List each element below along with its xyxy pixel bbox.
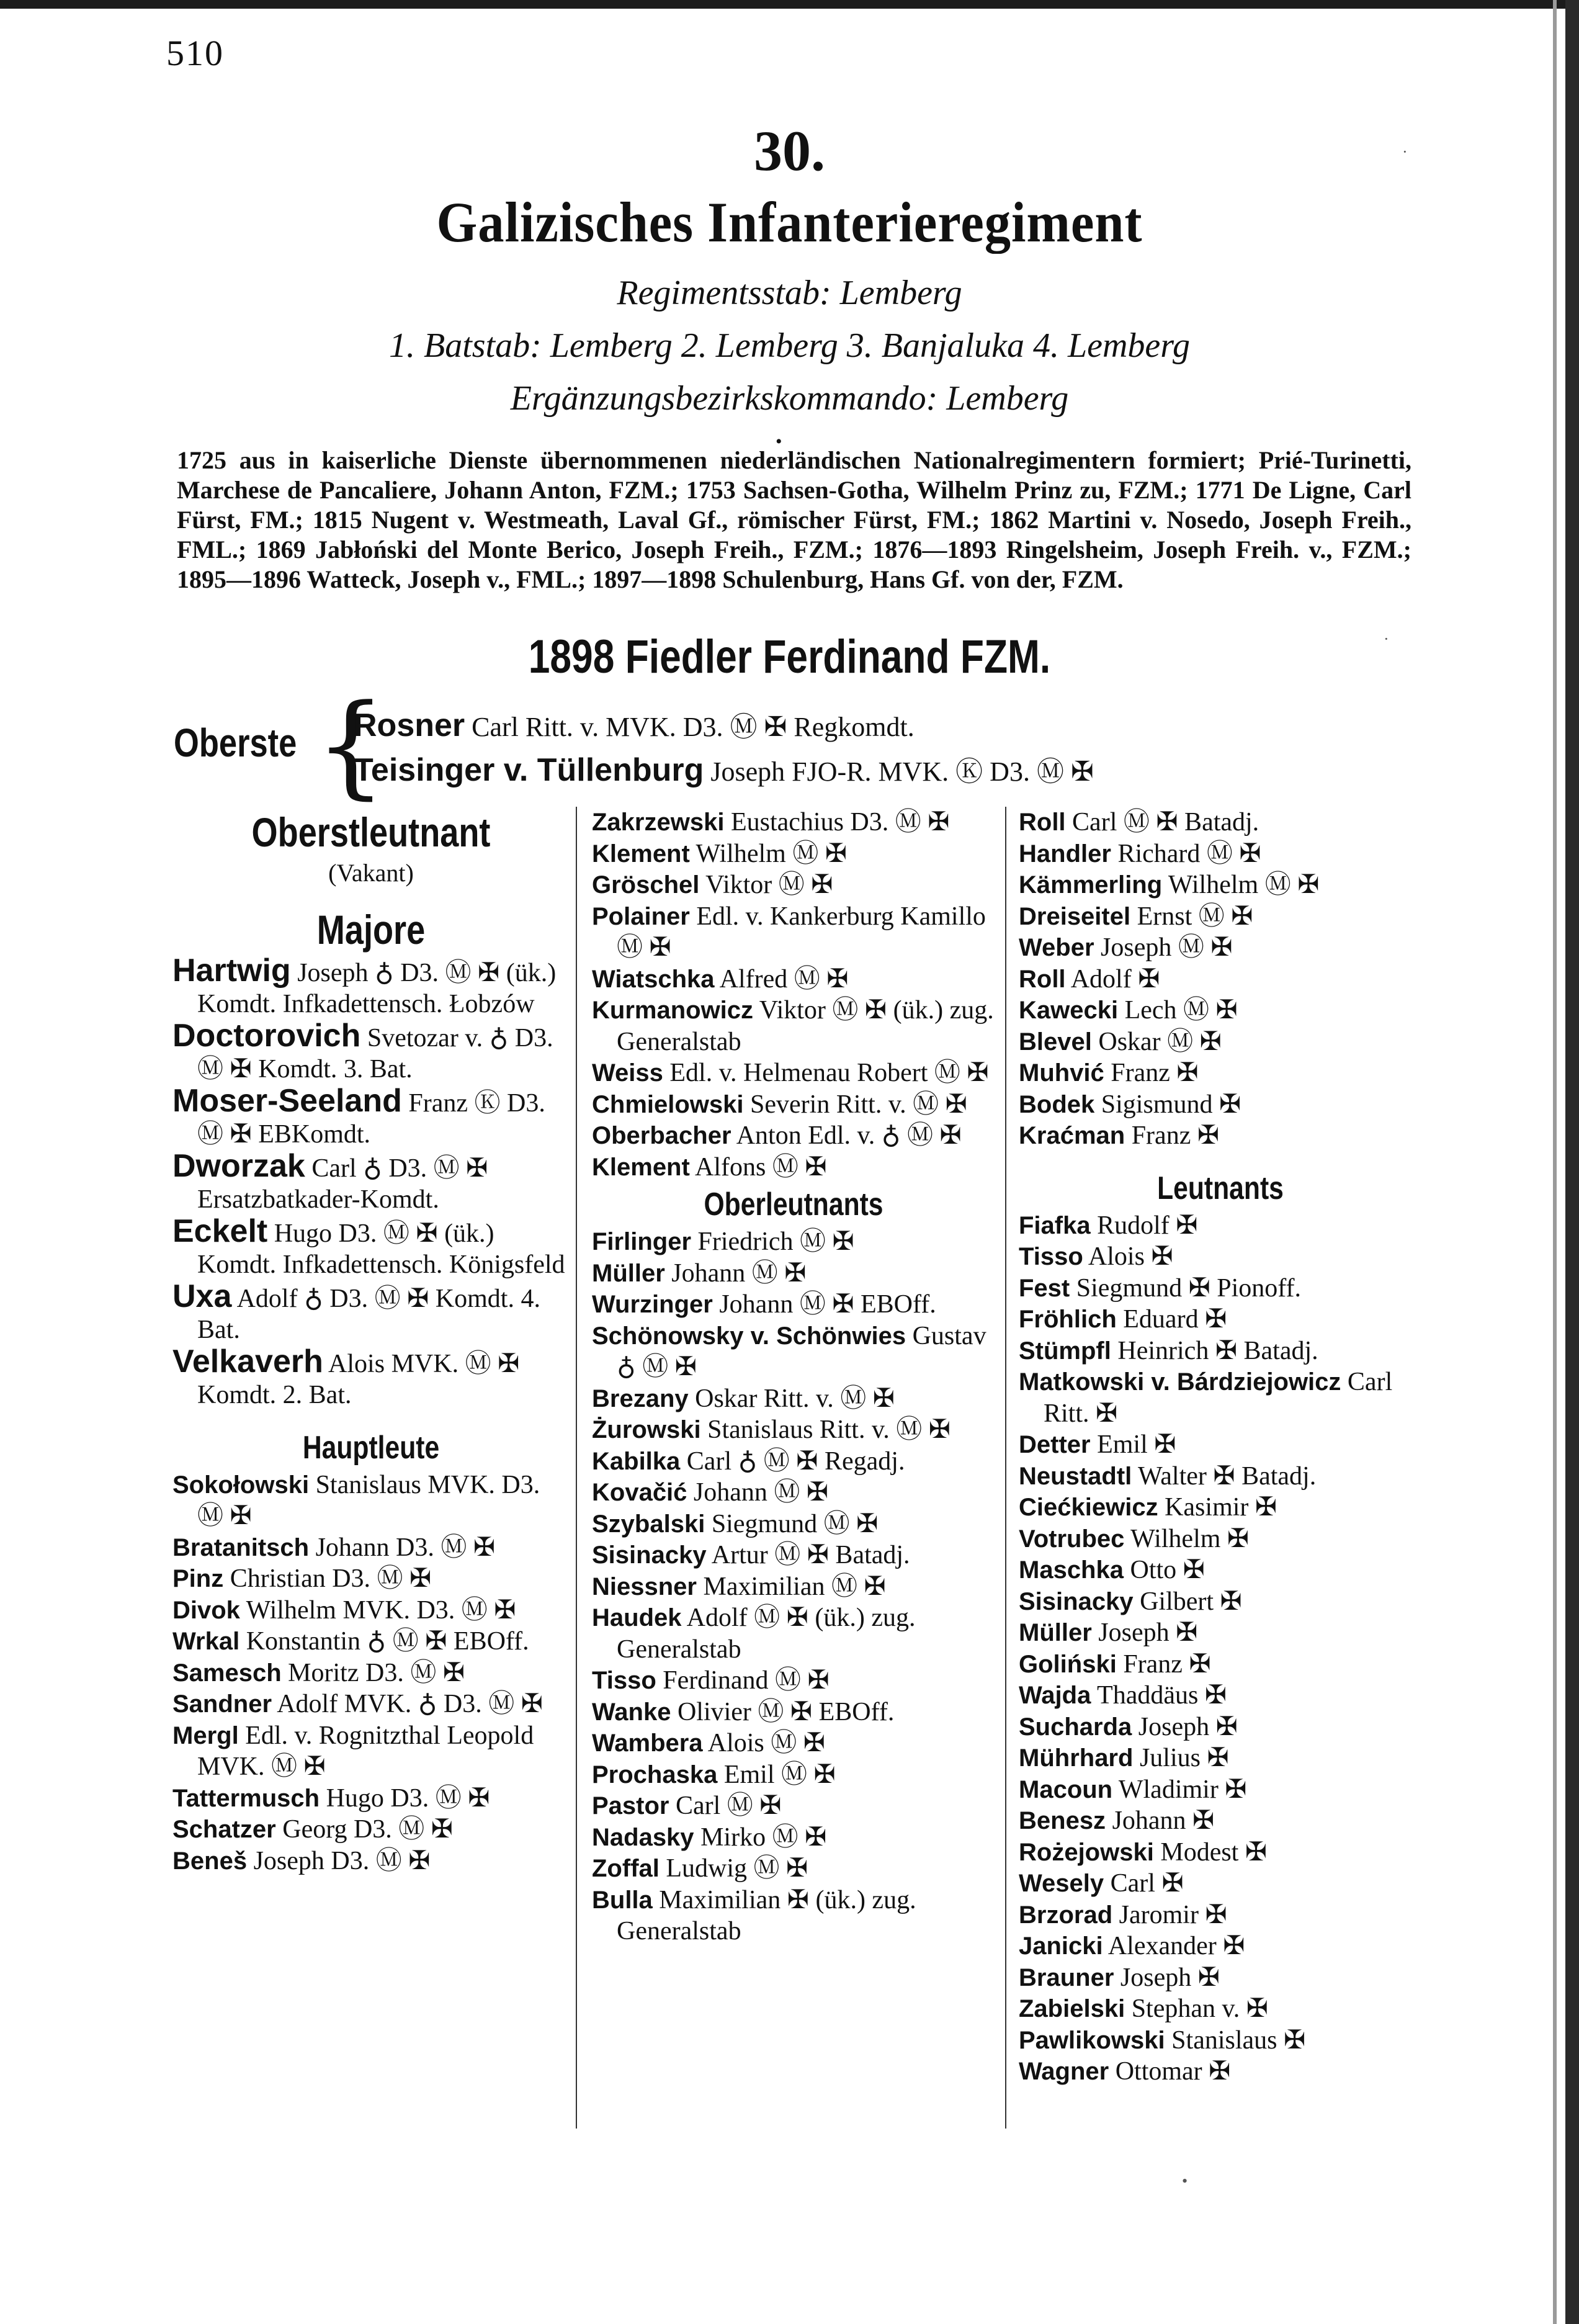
hauptmann-details: Edl. v. Helmenau Robert Ⓜ ✠ — [663, 1059, 989, 1087]
oberleutnant-details: Maximilian Ⓜ ✠ — [696, 1572, 886, 1601]
leutnant-entry — [1019, 1868, 1422, 1900]
leutnant-entry — [1019, 1304, 1422, 1335]
hauptmann-surname: Divok — [172, 1596, 240, 1624]
hauptleute-heading: Hauptleute — [302, 1429, 440, 1466]
regiment-history: 1725 aus in kaiserliche Dienste übernommenen niederländischen Nationalregimentern formiert; Prié-Turinetti, Marchese de Pancaliere, Johann Anton, FZM.; 1753 Sachsen-Gotha, Wilhelm Prinz zu, FZM.; 1771 De Ligne, Carl Fürst, FM.; 1815 Nugent v. Westmeath, Laval Gf., römischer Fürst, FM.; 1862 Martini v. Nosedo, Joseph Freih., FML.; 1869 Jabłoński del Monte Berico, Joseph Freih., FZM.; 1876—1893 Ringelsheim, Joseph Freih. v., FZM.; 1895—1896 Watteck, Joseph v., FML.; 1897—1898 Schulenburg, Hans Gf. von der, FZM. — [177, 446, 1411, 593]
major-entry — [172, 1147, 570, 1216]
column-1 — [172, 807, 570, 1877]
hauptmann-details: Konstantin ♁ Ⓜ ✠ EBOff. — [239, 1627, 529, 1656]
oberleutnant-details: Emil Ⓜ ✠ — [717, 1760, 836, 1789]
oberleutnant-entry — [592, 1289, 995, 1321]
leutnant-surname: Stümpfl — [1019, 1337, 1111, 1365]
hauptmann-surname: Schatzer — [172, 1816, 276, 1843]
oberleutnant-entry — [592, 1258, 995, 1290]
oberst-details: Carl Ritt. v. MVK. D3. Ⓜ ✠ Regkomdt. — [465, 712, 915, 742]
oberleutnant-surname: Haudek — [592, 1604, 682, 1631]
leutnants-list — [1019, 1210, 1422, 2088]
oberleutnants-list — [592, 1226, 995, 1947]
oberleutnant-surname: Blevel — [1019, 1028, 1092, 1056]
leutnant-entry — [1019, 1962, 1422, 1994]
oberstleutnant-heading: Oberstleutnant — [251, 809, 491, 855]
leutnant-entry — [1019, 1335, 1422, 1367]
leutnant-details: Alois ✠ — [1083, 1242, 1173, 1271]
hauptmann-details: Alfons Ⓜ ✠ — [689, 1152, 827, 1182]
leutnant-details: Carl Ritt. ✠ — [1044, 1368, 1393, 1428]
major-entry — [172, 1213, 570, 1281]
oberleutnant-surname: Szybalski — [592, 1510, 705, 1538]
major-surname: Hartwig — [172, 952, 291, 989]
leutnant-entry — [1019, 1993, 1422, 2025]
hauptmann-entry — [592, 838, 995, 870]
leutnant-entry — [1019, 1429, 1422, 1461]
leutnant-details: Walter ✠ Batadj. — [1132, 1461, 1317, 1491]
leutnant-details: Kasimir ✠ — [1158, 1493, 1277, 1522]
inhaber-line: 1898 Fiedler Ferdinand FZM. — [528, 630, 1051, 683]
hauptmann-details: Moritz D3. Ⓜ ✠ — [281, 1658, 465, 1687]
oberleutnant-surname: Dreiseitel — [1019, 902, 1131, 930]
hauptmann-surname: Klement — [592, 840, 690, 868]
hauptmann-entry — [172, 1658, 570, 1689]
oberleutnant-entry — [1019, 807, 1422, 838]
major-entry — [172, 952, 570, 1020]
oberleutnant-surname: Kabilka — [592, 1447, 681, 1475]
hauptmann-details: Adolf MVK. ♁ D3. Ⓜ ✠ — [272, 1690, 543, 1718]
leutnant-entry — [1019, 1931, 1422, 1962]
hauptmann-entry — [172, 1689, 570, 1720]
hauptmann-details: Severin Ritt. v. Ⓜ ✠ — [743, 1090, 967, 1119]
leutnant-entry — [1019, 1273, 1422, 1304]
oberleutnant-entry — [592, 1790, 995, 1822]
major-entry — [172, 1278, 570, 1346]
leutnant-details: Joseph ✠ — [1091, 1618, 1198, 1647]
oberleutnant-details: Sigismund ✠ — [1094, 1090, 1241, 1119]
oberleutnant-entry — [592, 1477, 995, 1509]
leutnant-details: Julius ✠ — [1133, 1744, 1229, 1772]
leutnant-details: Joseph ✠ — [1132, 1712, 1238, 1741]
leutnant-entry — [1019, 1241, 1422, 1273]
leutnant-details: Ottomar ✠ — [1109, 2057, 1231, 2086]
hauptmann-surname: Weiss — [592, 1059, 663, 1087]
hauptmann-surname: Sokołowski — [172, 1471, 310, 1499]
scan-speck: · — [1384, 630, 1389, 648]
hauptmann-details: Wilhelm MVK. D3. Ⓜ ✠ — [239, 1595, 516, 1625]
oberleutnant-details: Joseph Ⓜ ✠ — [1094, 933, 1233, 962]
leutnant-details: Stanislaus ✠ — [1165, 2026, 1306, 2055]
leutnant-entry — [1019, 1680, 1422, 1712]
leutnant-entry — [1019, 1617, 1422, 1649]
hauptmann-entry — [592, 901, 995, 964]
oberleutnant-entry — [592, 1571, 995, 1603]
oberleutnant-details: Siegmund Ⓜ ✠ — [705, 1509, 879, 1538]
leutnant-surname: Ciećkiewicz — [1019, 1494, 1158, 1521]
page-number: 510 — [166, 33, 224, 73]
hauptmann-entry — [172, 1720, 570, 1783]
leutnant-surname: Fröhlich — [1019, 1306, 1117, 1333]
leutnant-details: Emil ✠ — [1090, 1430, 1176, 1459]
leutnant-surname: Goliński — [1019, 1650, 1117, 1678]
leutnant-details: Heinrich ✠ Batadj. — [1111, 1336, 1318, 1365]
oberst-entry — [354, 749, 1094, 789]
oberleutnant-surname: Schönowsky v. Schönwies — [592, 1322, 906, 1350]
regimentsstab-line: Regimentsstab: Lemberg — [617, 274, 962, 312]
oberleutnant-surname: Handler — [1019, 840, 1111, 868]
leutnant-entry — [1019, 2025, 1422, 2057]
oberleutnant-details: Carl Ⓜ ✠ — [669, 1792, 782, 1820]
hauptmann-entry — [592, 1120, 995, 1152]
major-surname: Uxa — [172, 1278, 232, 1314]
leutnant-surname: Benesz — [1019, 1807, 1106, 1834]
leutnants-heading: Leutnants — [1157, 1170, 1284, 1206]
oberste-label: Oberste — [174, 720, 297, 765]
major-surname: Moser-Seeland — [172, 1082, 402, 1119]
major-surname: Velkaverh — [172, 1343, 323, 1380]
hauptmann-details: Anton Edl. v. ♁ Ⓜ ✠ — [731, 1121, 962, 1150]
oberst-surname: Rosner — [354, 707, 465, 743]
oberleutnants-heading: Oberleutnants — [704, 1187, 883, 1223]
leutnant-surname: Wagner — [1019, 2058, 1109, 2085]
hauptmann-surname: Mergl — [172, 1721, 239, 1749]
leutnant-surname: Fest — [1019, 1274, 1070, 1302]
leutnant-surname: Sisinacky — [1019, 1587, 1134, 1615]
hauptmann-details: Viktor Ⓜ ✠ — [699, 871, 833, 899]
hauptmann-details: Viktor Ⓜ ✠ (ük.) zug. Generalstab — [617, 996, 994, 1056]
leutnant-surname: Fiafka — [1019, 1211, 1091, 1239]
hauptmann-entry — [172, 1563, 570, 1595]
scan-speck: · — [1402, 143, 1408, 161]
leutnant-surname: Votrubec — [1019, 1525, 1125, 1553]
leutnant-details: Rudolf ✠ — [1090, 1211, 1198, 1240]
oberleutnant-surname: Zoffal — [592, 1855, 660, 1882]
major-entry — [172, 1082, 570, 1151]
leutnant-surname: Brzorad — [1019, 1901, 1113, 1929]
hauptmann-surname: Sandner — [172, 1690, 272, 1718]
column-3 — [1019, 807, 1422, 2088]
leutnant-entry — [1019, 1461, 1422, 1492]
hauptmann-entry — [592, 807, 995, 838]
leutnant-details: Thaddäus ✠ — [1091, 1681, 1227, 1710]
leutnant-details: Modest ✠ — [1153, 1837, 1268, 1867]
oberleutnants-continued-list — [1019, 807, 1422, 1152]
leutnant-surname: Tisso — [1019, 1243, 1083, 1270]
oberleutnant-details: Ferdinand Ⓜ ✠ — [656, 1666, 830, 1695]
leutnant-entry — [1019, 1805, 1422, 1837]
oberleutnant-details: Wilhelm Ⓜ ✠ — [1162, 871, 1320, 899]
oberleutnant-entry — [592, 1665, 995, 1697]
leutnant-details: Carl ✠ — [1104, 1869, 1184, 1898]
leutnant-surname: Macoun — [1019, 1775, 1113, 1803]
major-entry — [172, 1017, 570, 1085]
column-divider — [1005, 807, 1006, 2129]
leutnant-entry — [1019, 1366, 1422, 1429]
leutnant-details: Wilhelm ✠ — [1124, 1524, 1250, 1553]
oberleutnant-details: Artur Ⓜ ✠ Batadj. — [706, 1541, 910, 1569]
oberleutnant-entry — [1019, 1120, 1422, 1152]
column-2 — [592, 807, 995, 1947]
leutnant-surname: Mührhard — [1019, 1744, 1134, 1772]
oberleutnant-entry — [592, 1226, 995, 1258]
oberleutnant-surname: Weber — [1019, 934, 1094, 961]
leutnant-details: Alexander ✠ — [1103, 1932, 1245, 1960]
oberleutnant-details: Johann Ⓜ ✠ — [687, 1478, 829, 1507]
hauptmann-surname: Bratanitsch — [172, 1533, 310, 1561]
hauptmann-surname: Pinz — [172, 1565, 224, 1592]
leutnant-details: Franz ✠ — [1116, 1649, 1211, 1679]
leutnant-surname: Wajda — [1019, 1682, 1091, 1709]
hauptmann-details: Christian D3. Ⓜ ✠ — [223, 1564, 432, 1593]
oberstleutnant-vakant: (Vakant) — [328, 859, 414, 887]
leutnant-entry — [1019, 1900, 1422, 1931]
leutnant-surname: Rożejowski — [1019, 1838, 1154, 1866]
leutnant-entry — [1019, 1210, 1422, 1242]
oberleutnant-details: Carl Ⓜ ✠ Batadj. — [1065, 808, 1259, 837]
oberleutnant-details: Johann Ⓜ ✠ EBOff. — [712, 1290, 936, 1319]
scan-border-top — [0, 0, 1579, 9]
oberleutnant-details: Ernst Ⓜ ✠ — [1130, 902, 1253, 931]
hauptleute-continued-list — [592, 807, 995, 1183]
column-divider — [576, 807, 577, 2129]
oberleutnant-entry — [592, 1509, 995, 1540]
oberleutnant-entry — [1019, 901, 1422, 933]
major-details: Joseph ♁ D3. Ⓜ ✠ (ük.) Komdt. Infkadettensch. Łobzów — [197, 958, 557, 1018]
hauptmann-entry — [592, 1152, 995, 1183]
oberleutnant-surname: Kovačić — [592, 1479, 687, 1506]
oberleutnant-surname: Müller — [592, 1259, 665, 1287]
hauptmann-details: Eustachius D3. Ⓜ ✠ — [724, 808, 950, 837]
oberleutnant-surname: Kraćman — [1019, 1122, 1125, 1149]
leutnant-surname: Matkowski v. Bárdziejowicz — [1019, 1368, 1341, 1396]
hauptmann-entry — [592, 995, 995, 1057]
major-details: Hugo D3. Ⓜ ✠ (ük.) Komdt. Infkadettensch. Königsfeld — [197, 1219, 565, 1279]
hauptmann-entry — [172, 1532, 570, 1564]
leutnant-entry — [1019, 1649, 1422, 1680]
oberleutnant-details: Friedrich Ⓜ ✠ — [691, 1227, 854, 1256]
hauptmann-surname: Tattermusch — [172, 1784, 320, 1812]
hauptmann-surname: Wiatschka — [592, 965, 715, 993]
ornament-dot: • — [776, 431, 782, 452]
leutnant-entry — [1019, 2056, 1422, 2088]
oberleutnant-surname: Bodek — [1019, 1090, 1095, 1118]
oberst-entry — [354, 704, 915, 744]
oberleutnant-entry — [1019, 838, 1422, 870]
regiment-number: 30. — [754, 119, 825, 182]
scan-speck: • — [1182, 2172, 1188, 2190]
hauptmann-entry — [172, 1783, 570, 1815]
oberleutnant-surname: Roll — [1019, 965, 1066, 993]
leutnant-details: Eduard ✠ — [1116, 1305, 1227, 1334]
oberleutnant-entry — [592, 1321, 995, 1383]
hauptmann-surname: Zakrzewski — [592, 809, 725, 836]
hauptmann-surname: Oberbacher — [592, 1122, 731, 1149]
major-entry — [172, 1343, 570, 1411]
regiment-title: Galizisches Infanterieregiment — [436, 191, 1143, 254]
leutnant-surname: Pawlikowski — [1019, 2026, 1165, 2054]
hauptleute-list — [172, 1469, 570, 1877]
leutnant-surname: Maschka — [1019, 1556, 1124, 1584]
oberleutnant-details: Maximilian ✠ (ük.) zug. Generalstab — [617, 1885, 916, 1945]
hauptmann-details: Edl. v. Kankerburg Kamillo Ⓜ ✠ — [617, 902, 986, 962]
hauptmann-entry — [172, 1469, 570, 1532]
hauptmann-entry — [592, 964, 995, 995]
oberleutnant-surname: Roll — [1019, 809, 1066, 836]
hauptmann-details: Hugo D3. Ⓜ ✠ — [320, 1783, 490, 1813]
oberleutnant-details: Richard Ⓜ ✠ — [1111, 839, 1261, 868]
leutnant-surname: Neustadtl — [1019, 1462, 1132, 1490]
hauptmann-entry — [172, 1595, 570, 1626]
leutnant-entry — [1019, 1774, 1422, 1806]
oberleutnant-details: Carl ♁ Ⓜ ✠ Regadj. — [680, 1447, 905, 1476]
oberleutnant-details: Adolf Ⓜ ✠ (ük.) zug. Generalstab — [617, 1604, 916, 1664]
oberleutnant-details: Oskar Ⓜ ✠ — [1091, 1027, 1222, 1056]
oberleutnant-details: Gustav ♁ Ⓜ ✠ — [617, 1321, 986, 1381]
hauptmann-surname: Polainer — [592, 902, 690, 930]
leutnant-details: Johann ✠ — [1106, 1806, 1215, 1835]
major-details: Carl ♁ D3. Ⓜ ✠ Ersatzbatkader-Komdt. — [197, 1154, 488, 1214]
oberleutnant-entry — [592, 1414, 995, 1446]
leutnant-details: Gilbert ✠ — [1133, 1587, 1242, 1616]
leutnant-entry — [1019, 1492, 1422, 1523]
oberleutnant-details: Adolf ✠ — [1065, 964, 1160, 994]
oberleutnant-surname: Niessner — [592, 1573, 697, 1600]
leutnant-details: Wladimir ✠ — [1112, 1775, 1247, 1804]
leutnant-surname: Janicki — [1019, 1932, 1103, 1960]
hauptmann-entry — [172, 1814, 570, 1846]
leutnant-surname: Wesely — [1019, 1870, 1104, 1897]
oberleutnant-surname: Brezany — [592, 1384, 689, 1412]
leutnant-details: Stephan v. ✠ — [1125, 1994, 1268, 2023]
oberleutnant-entry — [1019, 964, 1422, 995]
leutnant-surname: Zabielski — [1019, 1995, 1125, 2022]
leutnant-details: Joseph ✠ — [1114, 1963, 1220, 1992]
oberleutnant-entry — [592, 1853, 995, 1885]
oberleutnant-entry — [1019, 869, 1422, 901]
oberleutnant-details: Stanislaus Ritt. v. Ⓜ ✠ — [700, 1415, 951, 1444]
leutnant-details: Jaromir ✠ — [1112, 1900, 1227, 1929]
oberleutnant-entry — [592, 1822, 995, 1854]
oberleutnant-surname: Nadasky — [592, 1823, 694, 1851]
oberleutnant-details: Lech Ⓜ ✠ — [1118, 996, 1238, 1025]
oberleutnant-entry — [1019, 1026, 1422, 1058]
oberleutnant-surname: Muhvić — [1019, 1059, 1104, 1087]
oberleutnant-details: Franz ✠ — [1104, 1059, 1199, 1087]
hauptmann-details: Wilhelm Ⓜ ✠ — [689, 839, 848, 868]
oberleutnant-entry — [592, 1446, 995, 1478]
hauptmann-surname: Samesch — [172, 1659, 282, 1687]
oberleutnant-entry — [1019, 932, 1422, 964]
hauptmann-surname: Gröschel — [592, 871, 700, 899]
oberleutnant-entry — [592, 1728, 995, 1759]
hauptmann-surname: Wrkal — [172, 1628, 240, 1655]
oberleutnant-entry — [592, 1759, 995, 1791]
hauptmann-surname: Chmielowski — [592, 1090, 744, 1118]
oberleutnant-surname: Bulla — [592, 1886, 653, 1914]
hauptmann-entry — [592, 1089, 995, 1121]
hauptmann-entry — [592, 1057, 995, 1089]
oberleutnant-surname: Firlinger — [592, 1228, 692, 1255]
oberleutnant-surname: Tisso — [592, 1667, 656, 1694]
oberst-surname: Teisinger v. Tüllenburg — [354, 752, 704, 788]
oberleutnant-details: Ludwig Ⓜ ✠ — [659, 1854, 808, 1883]
leutnant-surname: Brauner — [1019, 1963, 1114, 1991]
hauptmann-details: Georg D3. Ⓜ ✠ — [275, 1815, 453, 1844]
oberleutnant-surname: Sisinacky — [592, 1541, 707, 1569]
oberleutnant-entry — [1019, 1089, 1422, 1121]
oberleutnant-surname: Wambera — [592, 1730, 703, 1757]
oberleutnant-details: Alois Ⓜ ✠ — [702, 1729, 825, 1757]
oberleutnant-surname: Wanke — [592, 1698, 671, 1726]
ergaenzung-line: Ergänzungsbezirkskommando: Lemberg — [510, 379, 1069, 418]
major-details: Svetozar v. ♁ D3. Ⓜ ✠ Komdt. 3. Bat. — [197, 1023, 553, 1083]
oberleutnant-entry — [592, 1602, 995, 1665]
hauptmann-details: Joseph D3. Ⓜ ✠ — [247, 1846, 431, 1875]
oberleutnant-surname: Kawecki — [1019, 997, 1119, 1024]
hauptmann-details: Alfred Ⓜ ✠ — [714, 964, 849, 994]
hauptmann-entry — [592, 869, 995, 901]
hauptmann-details: Stanislaus MVK. D3. Ⓜ ✠ — [197, 1470, 540, 1530]
oberst-details: Joseph FJO-R. MVK. Ⓚ D3. Ⓜ ✠ — [704, 756, 1094, 787]
oberleutnant-surname: Żurowski — [592, 1416, 701, 1443]
major-details: Franz Ⓚ D3. Ⓜ ✠ EBKomdt. — [197, 1088, 545, 1149]
leutnant-entry — [1019, 1555, 1422, 1586]
oberleutnant-details: Johann Ⓜ ✠ — [664, 1258, 807, 1288]
hauptmann-details: Johann D3. Ⓜ ✠ — [309, 1533, 496, 1562]
oberleutnant-entry — [592, 1383, 995, 1415]
leutnant-entry — [1019, 1743, 1422, 1774]
majore-list — [172, 952, 570, 1411]
oberleutnant-details: Mirko Ⓜ ✠ — [694, 1823, 827, 1852]
oberleutnant-details: Franz ✠ — [1125, 1121, 1220, 1150]
leutnant-entry — [1019, 1586, 1422, 1618]
major-details: Adolf ♁ D3. Ⓜ ✠ Komdt. 4. Bat. — [197, 1284, 540, 1344]
leutnant-entry — [1019, 1712, 1422, 1743]
oberleutnant-surname: Wurzinger — [592, 1291, 713, 1318]
major-surname: Eckelt — [172, 1213, 268, 1249]
hauptmann-surname: Kurmanowicz — [592, 997, 754, 1024]
oberleutnant-surname: Pastor — [592, 1792, 669, 1819]
leutnant-entry — [1019, 1837, 1422, 1869]
oberste-brace: { — [315, 681, 387, 810]
hauptmann-entry — [172, 1626, 570, 1658]
hauptmann-details: Edl. v. Rognitzthal Leopold MVK. Ⓜ ✠ — [197, 1721, 534, 1781]
batstab-line: 1. Batstab: Lemberg 2. Lemberg 3. Banjaluka 4. Lemberg — [389, 326, 1190, 365]
major-surname: Dworzak — [172, 1147, 305, 1184]
leutnant-surname: Müller — [1019, 1619, 1092, 1646]
leutnant-surname: Sucharda — [1019, 1713, 1132, 1741]
major-surname: Doctorovich — [172, 1017, 361, 1054]
oberleutnant-surname: Kämmerling — [1019, 871, 1163, 899]
oberleutnant-entry — [592, 1540, 995, 1571]
majore-heading: Majore — [316, 906, 426, 953]
major-details: Alois MVK. Ⓜ ✠ Komdt. 2. Bat. — [197, 1349, 520, 1409]
oberleutnant-details: Oskar Ritt. v. Ⓜ ✠ — [688, 1384, 895, 1413]
oberleutnant-entry — [592, 1697, 995, 1728]
hauptmann-entry — [172, 1846, 570, 1877]
oberleutnant-surname: Prochaska — [592, 1761, 718, 1788]
leutnant-entry — [1019, 1523, 1422, 1555]
hauptmann-surname: Beneš — [172, 1847, 248, 1875]
oberleutnant-details: Olivier Ⓜ ✠ EBOff. — [671, 1697, 895, 1726]
oberleutnant-entry — [1019, 1057, 1422, 1089]
oberleutnant-entry — [1019, 995, 1422, 1026]
oberleutnant-entry — [592, 1885, 995, 1947]
leutnant-details: Otto ✠ — [1123, 1556, 1205, 1584]
leutnant-surname: Detter — [1019, 1431, 1091, 1458]
hauptmann-surname: Klement — [592, 1153, 690, 1181]
leutnant-details: Siegmund ✠ Pionoff. — [1070, 1273, 1302, 1303]
